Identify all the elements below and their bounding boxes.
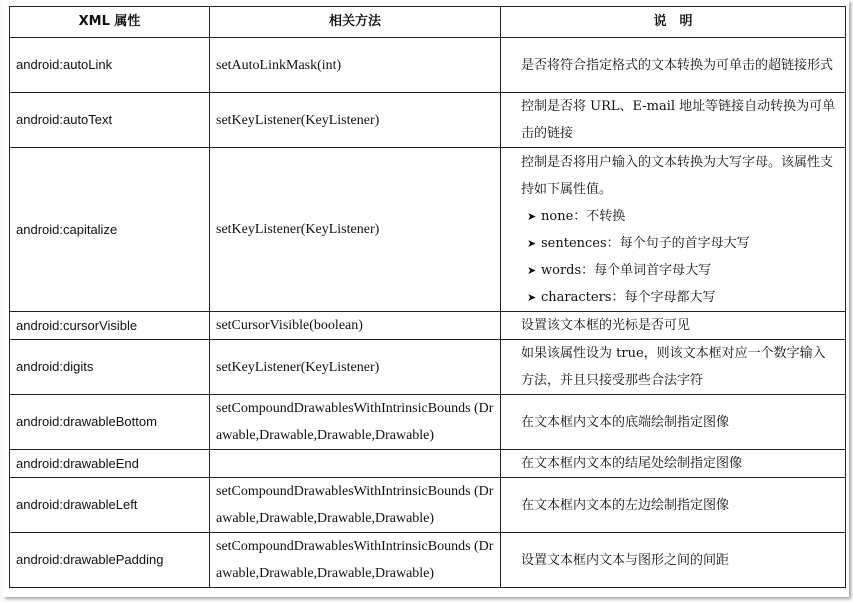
header-related-method: 相关方法 [210,7,501,38]
desc-text: 控制是否将用户输入的文本转换为大写字母。该属性支持如下属性值。 [521,154,834,197]
option-text: words：每个单词首字母大写 [541,262,712,278]
attr-cell: android:cursorVisible [10,312,210,340]
arrowhead-bullet-icon: ➤ [527,209,537,223]
list-item [521,230,837,257]
table-row [10,93,846,148]
method-cell: setKeyListener(KeyListener) [210,148,501,312]
method-cell: setCompoundDrawablesWithIntrinsicBounds (Drawable,Drawable,Drawable,Drawable) [210,395,501,450]
arrowhead-bullet-icon: ➤ [527,263,537,277]
method-cell: setCompoundDrawablesWithIntrinsicBounds (Drawable,Drawable,Drawable,Drawable) [210,533,501,588]
arrowhead-bullet-icon: ➤ [527,290,537,304]
table-row [10,533,846,588]
list-item [521,257,837,284]
method-cell: setAutoLinkMask(int) [210,38,501,93]
attr-cell: android:capitalize [10,148,210,312]
attr-cell: android:drawablePadding [10,533,210,588]
method-cell: setCursorVisible(boolean) [210,312,501,340]
table-row [10,312,846,340]
list-item [521,203,837,230]
arrowhead-bullet-icon: ➤ [527,236,537,250]
attr-cell: android:digits [10,340,210,395]
option-text: characters：每个字母都大写 [541,289,716,305]
desc-cell [501,148,846,312]
desc-cell: 如果该属性设为 true，则该文本框对应一个数字输入方法，并且只接受那些合法字符 [501,340,846,395]
attr-cell: android:drawableLeft [10,478,210,533]
desc-cell: 控制是否将 URL、E-mail 地址等链接自动转换为可单击的链接 [501,93,846,148]
table-row [10,340,846,395]
desc-cell: 设置文本框内文本与图形之间的间距 [501,533,846,588]
desc-cell: 在文本框内文本的结尾处绘制指定图像 [501,450,846,478]
table-row [10,38,846,93]
desc-cell: 在文本框内文本的底端绘制指定图像 [501,395,846,450]
header-description: 说 明 [501,7,846,38]
header-xml-attribute: XML 属性 [10,7,210,38]
desc-cell: 在文本框内文本的左边绘制指定图像 [501,478,846,533]
method-cell: setCompoundDrawablesWithIntrinsicBounds (Drawable,Drawable,Drawable,Drawable) [210,478,501,533]
method-cell: setKeyListener(KeyListener) [210,340,501,395]
desc-cell: 设置该文本框的光标是否可见 [501,312,846,340]
attr-cell: android:drawableEnd [10,450,210,478]
list-item [521,284,837,311]
table-frame [3,0,849,597]
option-text: none：不转换 [541,208,626,224]
table-header-row [10,7,846,38]
table-row [10,395,846,450]
method-cell: setKeyListener(KeyListener) [210,93,501,148]
attr-cell: android:autoLink [10,38,210,93]
desc-cell: 是否将符合指定格式的文本转换为可单击的超链接形式 [501,38,846,93]
method-cell [210,450,501,478]
table-row [10,450,846,478]
option-text: sentences：每个句子的首字母大写 [541,235,750,251]
table-row [10,148,846,312]
table-row [10,478,846,533]
attr-cell: android:autoText [10,93,210,148]
attr-cell: android:drawableBottom [10,395,210,450]
attribute-table [9,6,846,588]
